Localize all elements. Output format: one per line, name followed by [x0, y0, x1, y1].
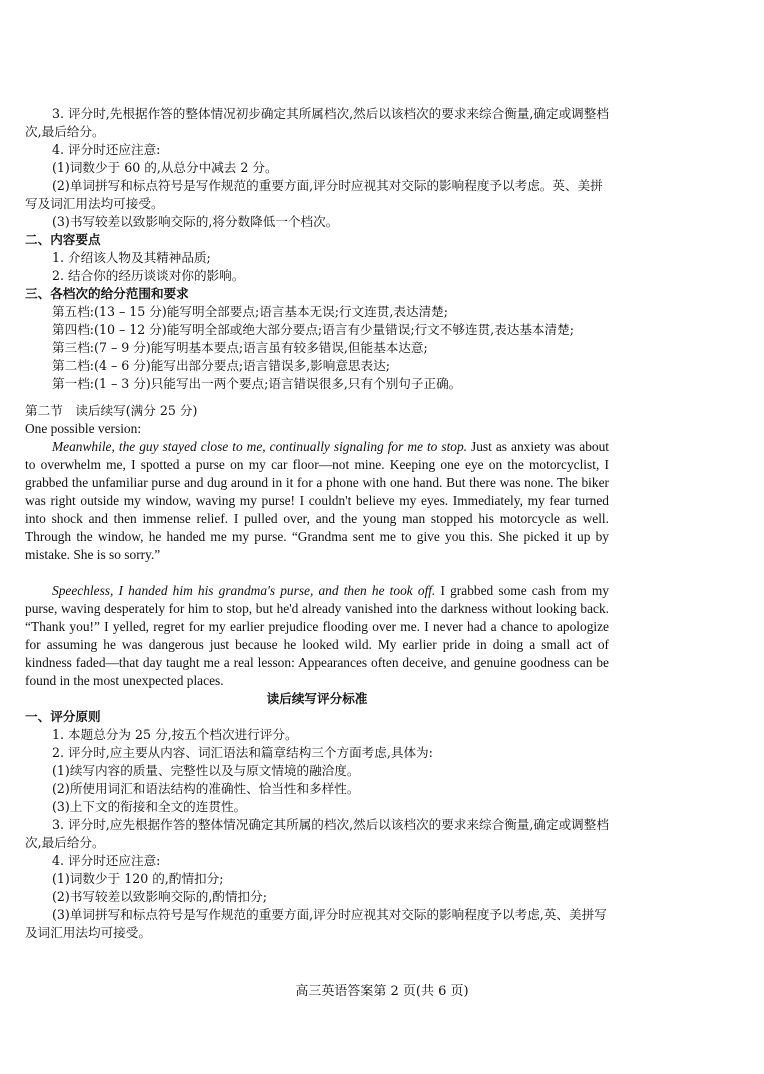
essay-paragraph-1: [25, 438, 609, 564]
rubric-title: 读后续写评分标准: [266, 691, 368, 706]
rubric-item-2-2: (2)所使用词汇和语法结构的准确性、恰当性和多样性。: [52, 781, 360, 796]
grade-3: 第三档:(7 – 9 分)能写明基本要点;语言虽有较多错误,但能基本达意;: [52, 340, 428, 355]
rubric-item-4-1: (1)词数少于 120 的,酌情扣分;: [52, 871, 224, 886]
scoring-note-4-1: (1)词数少于 60 的,从总分中减去 2 分。: [52, 160, 278, 175]
paragraph-2-body: I grabbed some cash from my purse, waving desperately for him to stop, but he'd already vanished into the darkness without looking back. “Thank you!” I yelled, regret for my earlier prejudice flooding over me. I never had a chance to apologize for assuming he was dangerous just because he looked wild. My earlier pride in doing a small act of kindness faded—that day taught me a real lesson: Appearances often deceive, and genuine goodness can be found in the most unexpected places.: [25, 583, 609, 688]
grade-1: 第一档:(1 – 3 分)只能写出一两个要点;语言错误很多,只有个别句子正确。: [52, 376, 462, 391]
paragraph-2-lead: Speechless, I handed him his grandma's purse, and then he took off.: [52, 583, 436, 598]
rubric-item-2: 2. 评分时,应主要从内容、词汇语法和篇章结构三个方面考虑,具体为:: [52, 745, 433, 760]
paragraph-1-body: Just as anxiety was about to overwhelm me, I spotted a purse on my car floor—not mine. Keeping one eye on the motorcyclist, I grabbed the unfamiliar purse and dug around in it for a phone with one hand. But there was none. The biker was right outside my window, waving my purse! I couldn't believe my eyes. Immediately, my fear turned into shock and then immense relief. I pulled over, and the young man stopped his motorcycle as well. Through the window, he handed me my purse. “Grandma sent me to give you this. She picked it up by mistake. She is so sorry.”: [25, 439, 609, 562]
content-point-2: 2. 结合你的经历谈谈对你的影响。: [52, 268, 245, 283]
spacer: [25, 393, 609, 402]
grade-2: 第二档:(4 – 6 分)能写出部分要点;语言错误多,影响意思表达;: [52, 358, 390, 373]
grade-ranges-heading: 三、各档次的给分范围和要求: [25, 286, 189, 301]
content-point-1: 1. 介绍该人物及其精神品质;: [52, 250, 211, 265]
rubric-item-1: 1. 本题总分为 25 分,按五个档次进行评分。: [52, 727, 298, 742]
rubric-item-4-3: (3)单词拼写和标点符号是写作规范的重要方面,评分时应视其对交际的影响程度予以考虑,英、美拼写及词汇用法均可接受。: [25, 907, 607, 940]
rubric-item-2-1: (1)续写内容的质量、完整性以及与原文情境的融洽度。: [52, 763, 360, 778]
rubric-item-2-3: (3)上下文的衔接和全文的连贯性。: [52, 799, 247, 814]
scoring-note-4: 4. 评分时还应注意:: [52, 142, 161, 157]
essay-paragraph-2: [25, 582, 609, 690]
rubric-principles-heading: 一、评分原则: [25, 709, 101, 724]
page-content: [25, 105, 609, 942]
scoring-note-4-3: (3)书写较差以致影响交际的,将分数降低一个档次。: [52, 214, 339, 229]
rubric-item-3: 3. 评分时,应先根据作答的整体情况确定其所属的档次,然后以该档次的要求来综合衡量,确定或调整档次,最后给分。: [25, 817, 609, 850]
version-label: One possible version:: [25, 421, 142, 436]
scoring-note-4-2: (2)单词拼写和标点符号是写作规范的重要方面,评分时应视其对交际的影响程度予以考虑。英、美拼写及词汇用法均可接受。: [25, 178, 603, 211]
section2-title: 第二节 读后续写(满分 25 分): [25, 403, 198, 418]
grade-4: 第四档:(10 – 12 分)能写明全部或绝大部分要点;语言有少量错误;行文不够连贯,表达基本清楚;: [52, 322, 574, 337]
content-points-heading: 二、内容要点: [25, 232, 101, 247]
grade-5: 第五档:(13 – 15 分)能写明全部要点;语言基本无误;行文连贯,表达清楚;: [52, 304, 449, 319]
page-footer: 高三英语答案第 2 页(共 6 页): [295, 984, 469, 999]
scoring-note-3: 3. 评分时,先根据作答的整体情况初步确定其所属档次,然后以该档次的要求来综合衡量,确定或调整档次,最后给分。: [25, 106, 609, 139]
rubric-item-4: 4. 评分时还应注意:: [52, 853, 161, 868]
rubric-item-4-2: (2)书写较差以致影响交际的,酌情扣分;: [52, 889, 267, 904]
paragraph-1-lead: Meanwhile, the guy stayed close to me, continually signaling for me to stop.: [52, 439, 468, 454]
spacer: [25, 564, 609, 582]
